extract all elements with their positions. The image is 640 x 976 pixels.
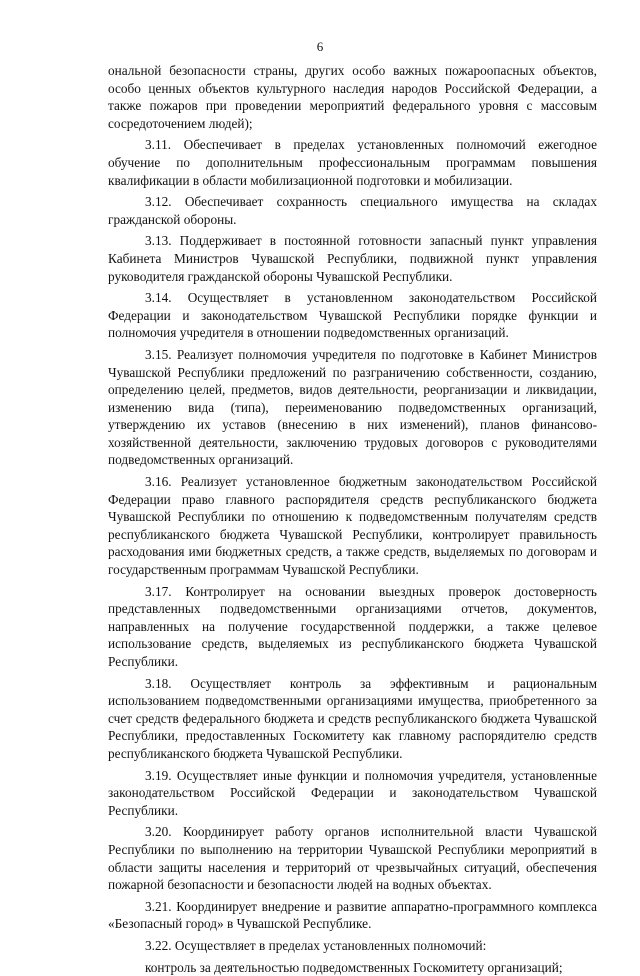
document-body — [108, 62, 597, 976]
paragraph-3-11: 3.11. Обеспечивает в пределах установленных полномочий ежегодное обучение по дополнительным профессиональным программам повышения квалификации в области мобилизационной подготовки и мобилизации. — [108, 136, 597, 189]
paragraph-3-14: 3.14. Осуществляет в установленном законодательством Российской Федерации и законодательством Чувашской Республики порядке функции и полномочия учредителя в отношении подведомственных организаций. — [108, 289, 597, 342]
paragraph-3-13: 3.13. Поддерживает в постоянной готовности запасный пункт управления Кабинета Министров Чувашской Республики, подвижной пункт управления руководителя гражданской обороны Чувашской Республики. — [108, 232, 597, 285]
paragraph-continuation: ональной безопасности страны, других особо важных пожароопасных объектов, особо ценных объектов культурного наследия народов Российской Федерации, а также пожаров при проведении мероприятий федерального уровня с массовым сосредоточением людей); — [108, 62, 597, 132]
paragraph-3-21: 3.21. Координирует внедрение и развитие аппаратно-программного комплекса «Безопасный город» в Чувашской Республике. — [108, 898, 597, 933]
paragraph-3-19: 3.19. Осуществляет иные функции и полномочия учредителя, установленные законодательством Российской Федерации и законодательством Чувашской Республики. — [108, 767, 597, 820]
paragraph-3-18: 3.18. Осуществляет контроль за эффективным и рациональным использованием подведомственными организациями имущества, приобретенного за счет средств федерального бюджета и средств республиканского бюджета Чувашской Республики, предоставленных Госкомитету как главному распорядителю средств республиканского бюджета Чувашской Республики. — [108, 675, 597, 763]
paragraph-3-22-item: контроль за деятельностью подведомственных Госкомитету организаций; — [108, 959, 597, 976]
paragraph-3-20: 3.20. Координирует работу органов исполнительной власти Чувашской Республики по выполнению на территории Чувашской Республики мероприятий в области защиты населения и территорий от чрезвычайных ситуаций, обеспечения пожарной безопасности и безопасности людей на водных объектах. — [108, 823, 597, 893]
page-number: 6 — [0, 38, 640, 56]
paragraph-3-17: 3.17. Контролирует на основании выездных проверок достоверность представленных подведомственными организациями отчетов, документов, направленных на получение государственной поддержки, а также целевое использование средств, выделяемых из республиканского бюджета Чувашской Республики. — [108, 583, 597, 671]
paragraph-3-22: 3.22. Осуществляет в пределах установленных полномочий: — [108, 937, 597, 955]
paragraph-3-12: 3.12. Обеспечивает сохранность специального имущества на складах гражданской обороны. — [108, 193, 597, 228]
paragraph-3-15: 3.15. Реализует полномочия учредителя по подготовке в Кабинет Министров Чувашской Республики предложений по разграничению собственности, созданию, определению целей, предметов, видов деятельности, реорганизации и ликвидации, изменению вида (типа), переименованию подведомственных организаций, утверждению их уставов (внесению в них изменений), планов финансово-хозяйственной деятельности, заключению трудовых договоров с руководителями подведомственных организаций. — [108, 346, 597, 469]
paragraph-3-16: 3.16. Реализует установленное бюджетным законодательством Российской Федерации право главного распорядителя средств республиканского бюджета Чувашской Республики по отношению к подведомственным получателям средств республиканского бюджета Чувашской Республики, контролирует правильность расходования ими бюджетных средств, а также средств, выделяемых по договорам и государственным программам Чувашской Республики. — [108, 473, 597, 579]
